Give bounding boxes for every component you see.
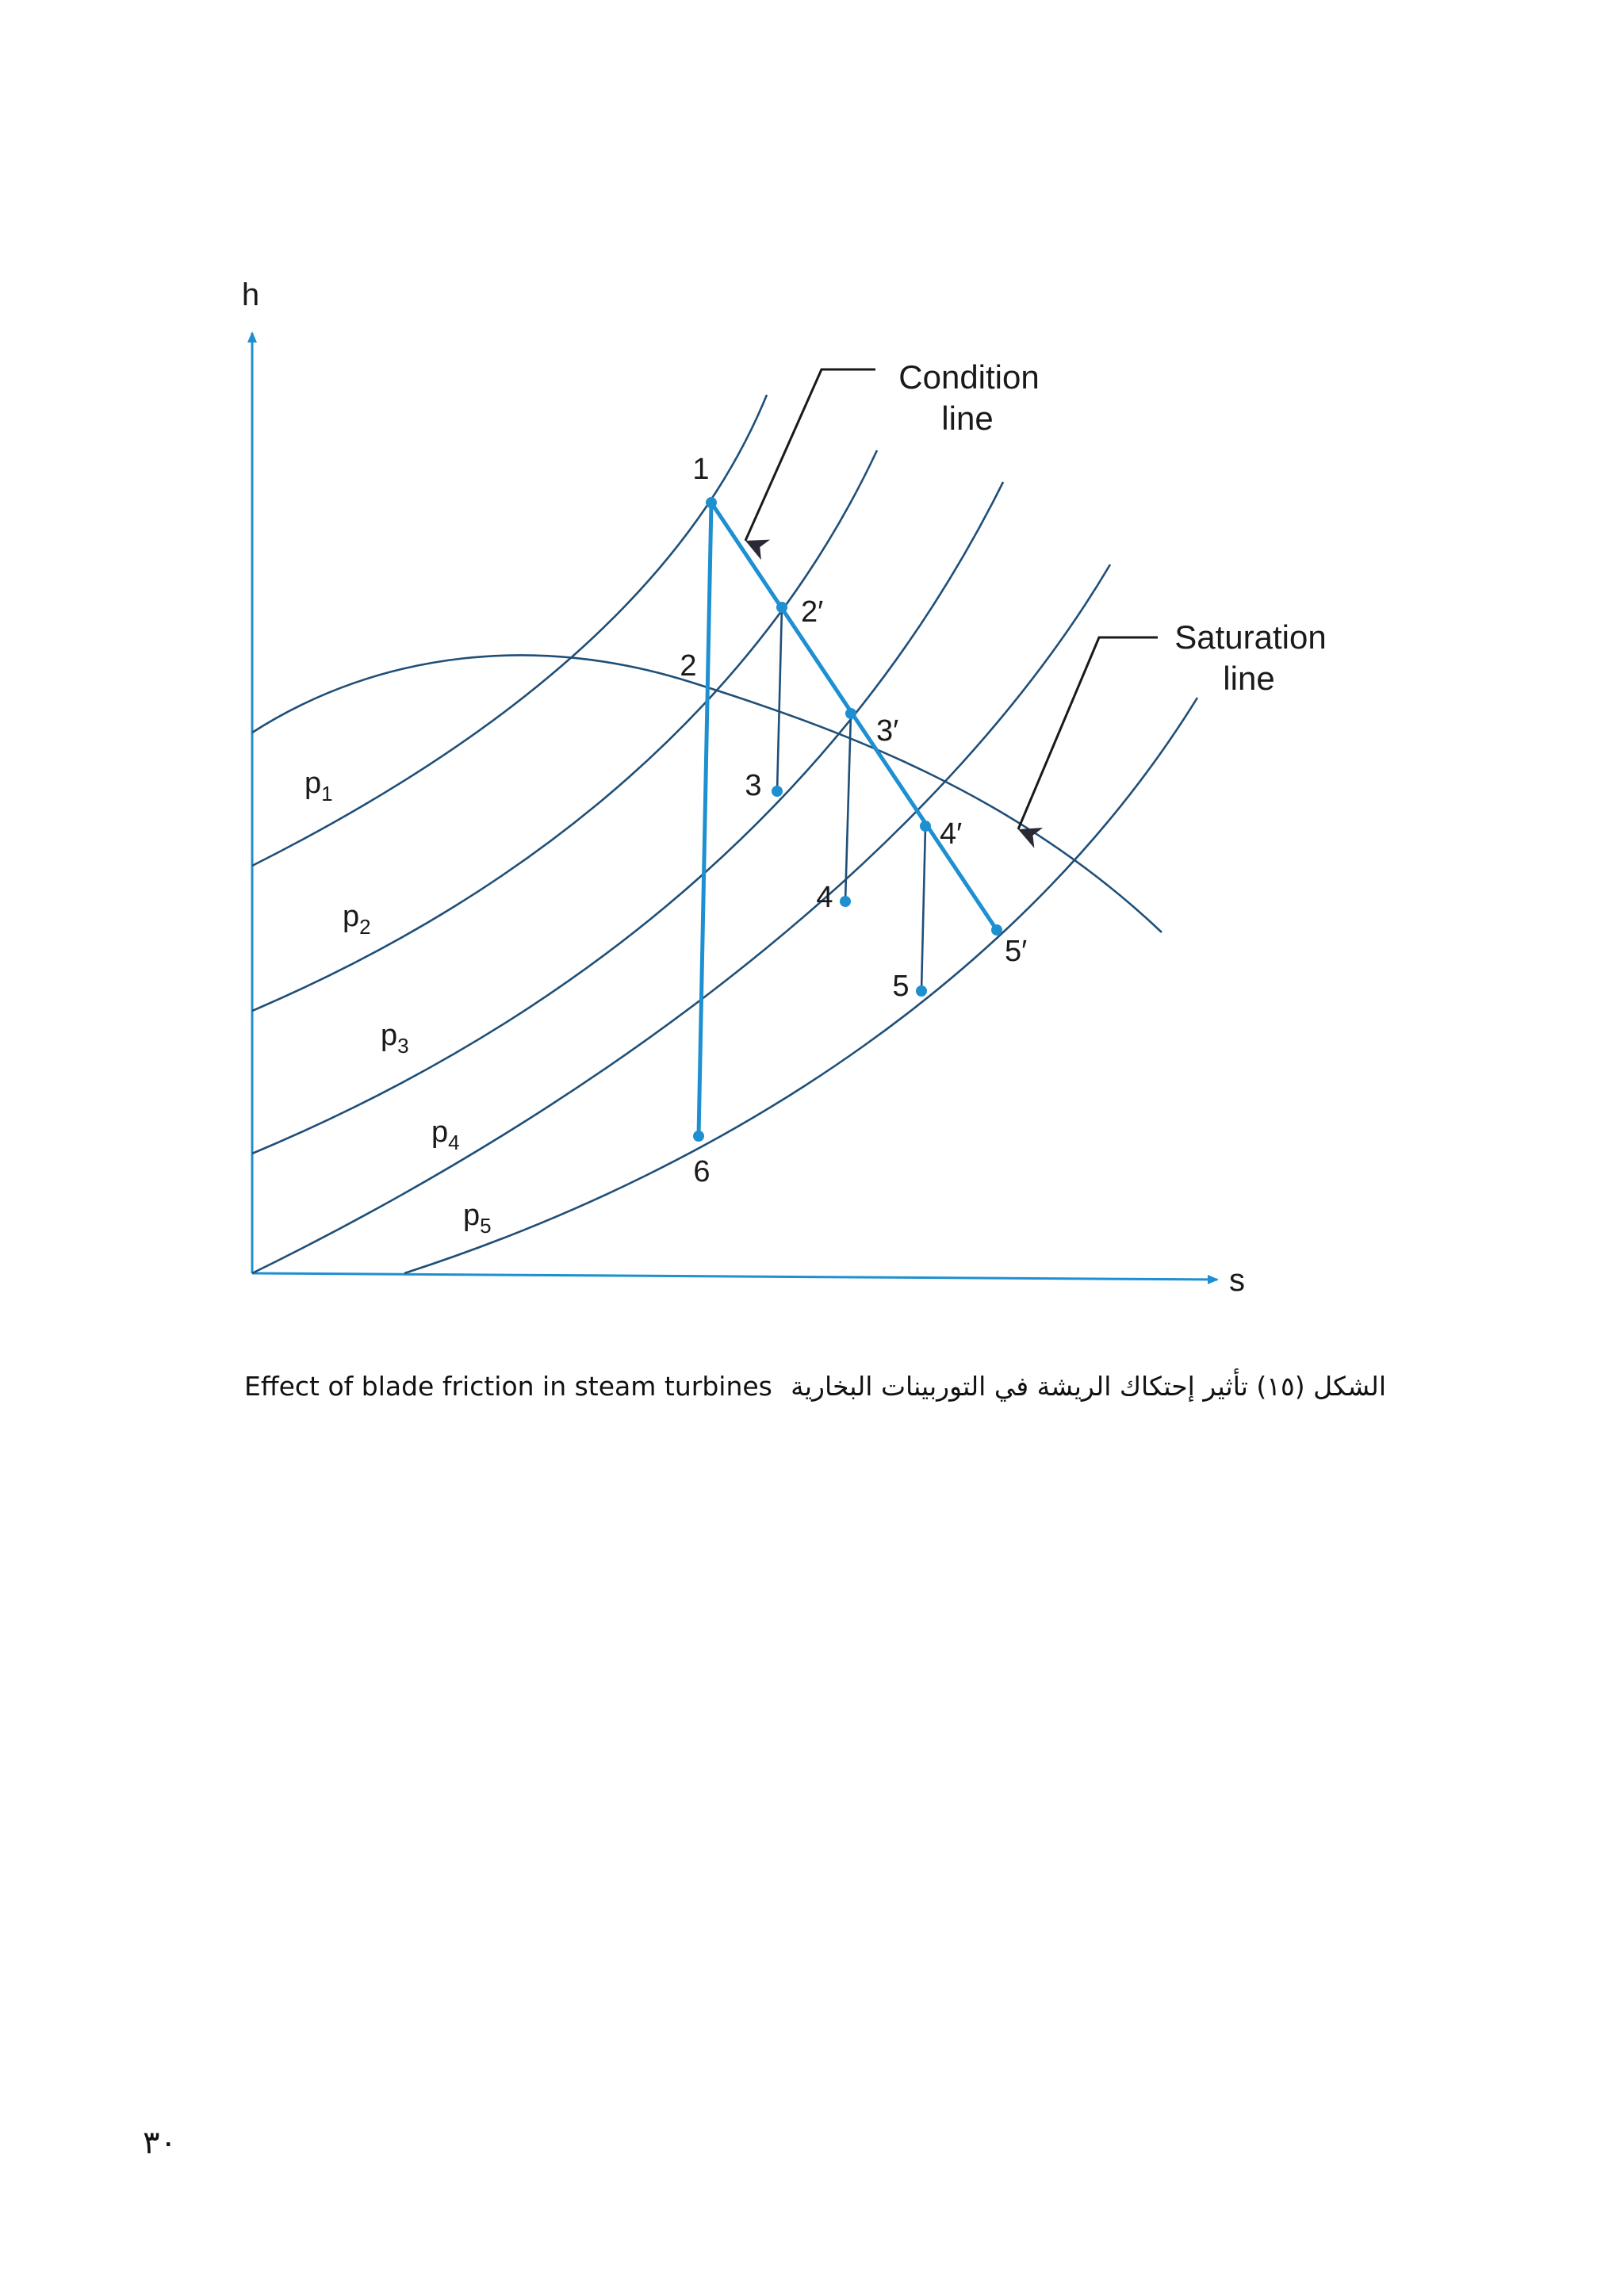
condition-label-line1: Condition [898,358,1040,396]
label-p2: $p_2$ [343,900,371,939]
label-p3: $p_3$ [381,1019,409,1058]
point-label-2: 2 [680,649,697,683]
caption-arabic: الشكل (١٥) تأثير إحتكاك الريشة في التوربينات البخارية [791,1370,1386,1402]
drop-4p-5 [921,826,925,991]
point-label-4: 4 [816,881,833,914]
pressure-labels [304,767,492,1238]
drop-2p-3 [777,607,782,791]
label-p4: $p_4$ [431,1115,460,1154]
state-point-3p [845,708,856,719]
point-label-5p: 5′ [1005,935,1028,968]
s-axis-label: s [1229,1263,1245,1298]
point-label-6: 6 [693,1155,710,1188]
point-label-4p: 4′ [940,817,963,851]
s-axis [252,1273,1217,1280]
saturation-line-annotation [1018,618,1327,829]
state-point-3 [772,786,783,797]
figure-caption [244,1362,1386,1410]
saturation-label-line1: Saturation [1174,618,1327,656]
state-point-2p [776,602,787,613]
caption-english: Effect of blade friction in steam turbines [244,1370,772,1402]
drop-3p-4 [845,714,851,901]
saturation-arrow [1018,637,1158,829]
point-label-2p: 2′ [801,595,824,629]
state-point-1 [706,497,717,508]
saturation-label-line2: line [1223,660,1275,697]
state-point-6 [693,1131,704,1142]
point-label-1: 1 [692,453,710,486]
isobar-p5 [404,698,1197,1273]
point-label-5: 5 [892,970,910,1003]
h-axis-label: h [241,277,260,312]
state-point-4p [920,821,931,832]
point-label-3: 3 [745,769,762,802]
label-p5: $p_5$ [463,1199,492,1238]
label-p1: $p_1$ [304,767,333,806]
state-point-4 [840,896,851,907]
page-number: ٣٠ [143,2125,177,2161]
point-label-3p: 3′ [876,714,899,748]
state-point-5 [916,985,927,997]
state-point-5p [991,924,1002,936]
isentropic-line-1-6 [699,503,711,1136]
condition-line-annotation [745,358,1040,541]
condition-arrow [745,369,875,541]
condition-label-line2: line [941,400,994,437]
